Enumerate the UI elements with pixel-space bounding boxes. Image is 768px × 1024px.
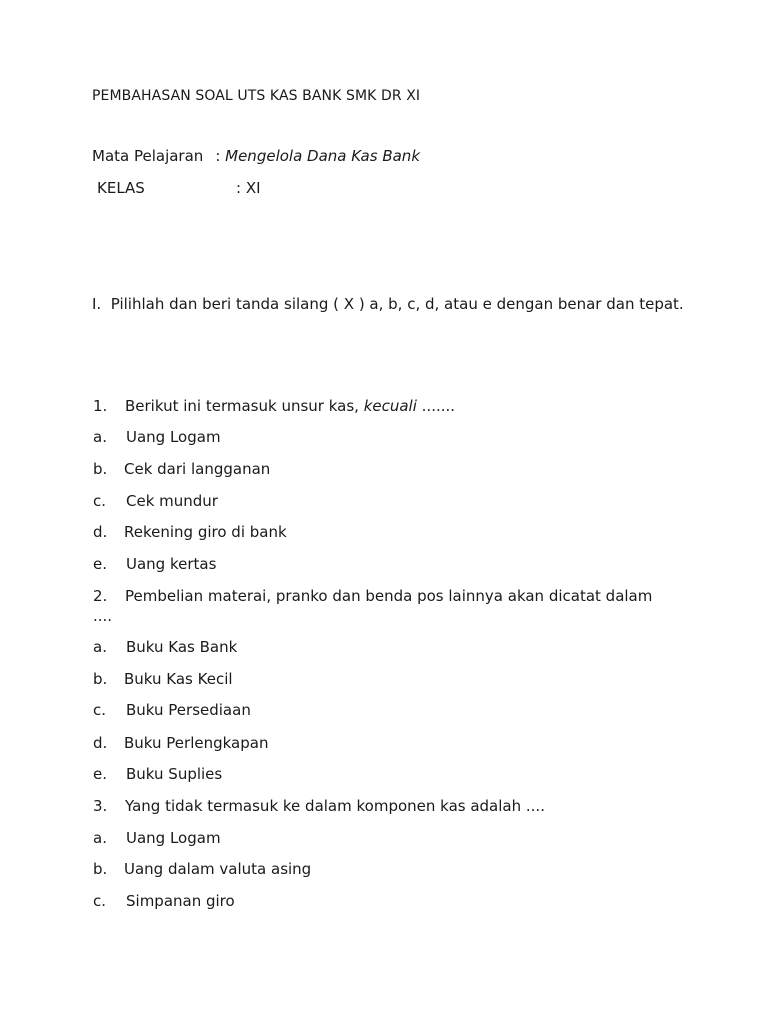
instruction xyxy=(92,293,692,315)
option-letter: d. xyxy=(93,523,108,541)
option-letter: b. xyxy=(93,460,108,478)
question-text: Berikut ini termasuk unsur kas, xyxy=(125,397,364,415)
option-2e xyxy=(93,764,222,784)
option-letter: b. xyxy=(93,860,108,878)
option-text: Uang Logam xyxy=(126,829,221,847)
subject-label: Mata Pelajaran xyxy=(92,147,204,165)
option-text: Buku Kas Bank xyxy=(126,638,238,656)
instruction-number: I. xyxy=(92,295,102,313)
question-2-continuation: .... xyxy=(93,607,113,625)
question-number: 3. xyxy=(93,797,108,815)
option-letter: c. xyxy=(93,892,107,910)
option-text: Buku Kas Kecil xyxy=(124,670,233,688)
option-text: Buku Perlengkapan xyxy=(124,734,269,752)
instruction-text: Pilihlah dan beri tanda silang ( X ) a, b, c, d, atau e dengan benar dan tepat. xyxy=(110,295,684,313)
option-letter: d. xyxy=(93,734,108,752)
option-text: Simpanan giro xyxy=(126,892,235,910)
question-text: Yang tidak termasuk ke dalam komponen kas adalah .... xyxy=(125,797,545,815)
option-2b xyxy=(93,669,233,689)
subject-value: Mengelola Dana Kas Bank xyxy=(225,147,421,165)
option-text: Rekening giro di bank xyxy=(124,523,287,541)
option-letter: c. xyxy=(93,701,107,719)
question-emphasis: kecuali xyxy=(363,397,417,415)
option-1a xyxy=(93,427,221,447)
option-1c xyxy=(93,491,218,511)
option-2a xyxy=(93,637,237,657)
option-text: Cek mundur xyxy=(126,492,218,510)
option-letter: e. xyxy=(93,765,107,783)
option-letter: c. xyxy=(93,492,107,510)
option-2c xyxy=(93,700,251,720)
class-value: : XI xyxy=(236,179,261,197)
subject-row xyxy=(92,146,420,166)
option-text: Buku Suplies xyxy=(126,765,223,783)
option-3c xyxy=(93,891,235,911)
document-title: PEMBAHASAN SOAL UTS KAS BANK SMK DR XI xyxy=(92,88,421,104)
question-number: 2. xyxy=(93,587,108,605)
option-letter: e. xyxy=(93,555,107,573)
option-letter: b. xyxy=(93,670,108,688)
option-text: Uang Logam xyxy=(126,428,221,446)
option-3a xyxy=(93,828,221,848)
option-letter: a. xyxy=(93,829,107,847)
question-number: 1. xyxy=(93,397,108,415)
question-text: Pembelian materai, pranko dan benda pos lainnya akan dicatat dalam xyxy=(125,587,653,605)
option-2d xyxy=(93,733,268,753)
option-text: Uang kertas xyxy=(126,555,217,573)
class-label: KELAS xyxy=(97,179,145,197)
option-text: Uang dalam valuta asing xyxy=(124,860,312,878)
option-letter: a. xyxy=(93,638,107,656)
subject-separator: : xyxy=(215,147,226,165)
option-text: Cek dari langganan xyxy=(124,460,271,478)
question-3 xyxy=(93,796,545,816)
option-1b xyxy=(93,459,270,479)
question-suffix: ....... xyxy=(416,397,456,415)
option-1e xyxy=(93,554,216,574)
question-2 xyxy=(93,586,652,606)
option-letter: a. xyxy=(93,428,107,446)
question-1 xyxy=(93,396,455,416)
option-1d xyxy=(93,522,287,542)
option-3b xyxy=(93,859,311,879)
option-text: Buku Persediaan xyxy=(126,701,251,719)
